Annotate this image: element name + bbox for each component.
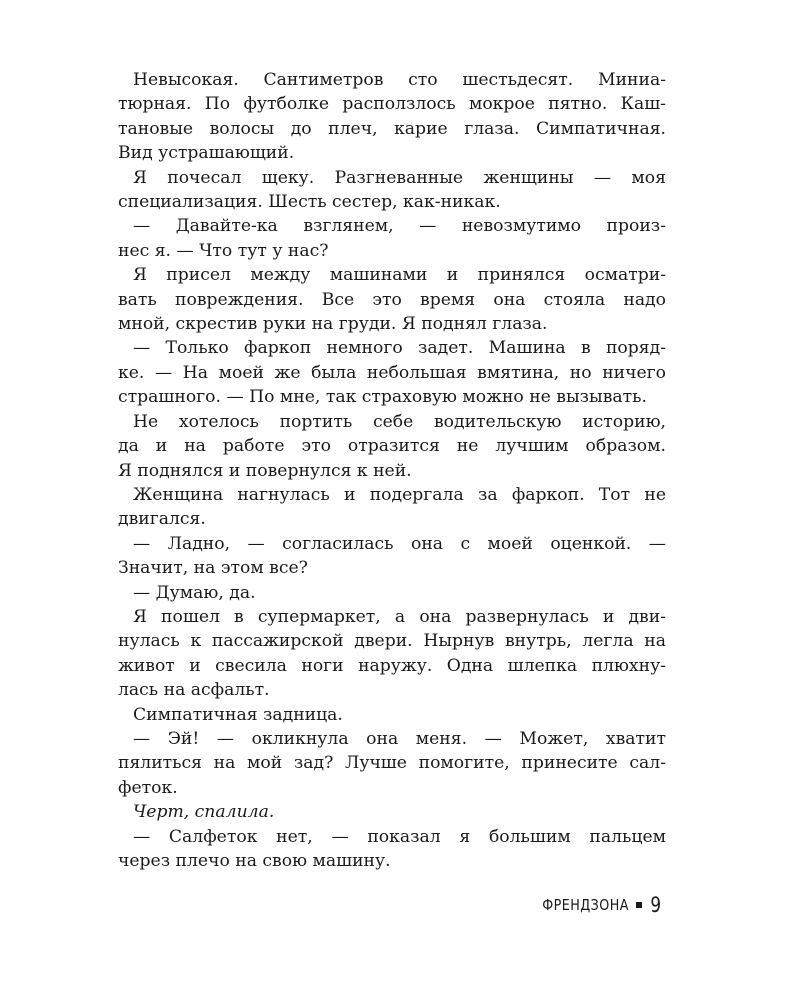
text-line: — Салфеток нет, — показал я большим пальцем xyxy=(133,826,666,847)
page-footer xyxy=(527,893,662,917)
text-line: живот и свесила ноги наружу. Одна шлепка плюхну- xyxy=(118,655,666,676)
text-line: Вид устрашающий. xyxy=(118,143,295,164)
text-line: Симпатичная задница. xyxy=(133,704,343,725)
paragraph xyxy=(118,581,666,605)
text-line: пялиться на мой зад? Лучше помогите, принесите сал- xyxy=(118,753,666,774)
body-text xyxy=(118,68,666,873)
paragraph xyxy=(118,703,666,727)
text-line: страшного. — По мне, так страховую можно не вызывать. xyxy=(118,387,647,408)
text-line: Черт, спалила. xyxy=(133,802,275,823)
paragraph xyxy=(118,532,666,581)
paragraph xyxy=(118,68,666,166)
text-line: — Давайте-ка взглянем, — невозмутимо произ- xyxy=(133,216,666,237)
text-line: — Только фаркоп немного задет. Машина в поряд- xyxy=(133,338,666,359)
text-line: Значит, на этом все? xyxy=(118,558,308,579)
page-number: 9 xyxy=(649,893,661,917)
paragraph xyxy=(118,166,666,215)
text-line: Я присел между машинами и принялся осматри- xyxy=(133,265,666,286)
text-line: двигался. xyxy=(118,509,206,530)
text-line: Я поднялся и повернулся к ней. xyxy=(118,460,412,481)
paragraph xyxy=(118,483,666,532)
text-line: мной, скрестив руки на груди. Я поднял глаза. xyxy=(118,314,548,335)
text-line: через плечо на свою машину. xyxy=(118,851,391,871)
text-line: — Думаю, да. xyxy=(133,582,256,603)
text-line: тановые волосы до плеч, карие глаза. Симпатичная. xyxy=(118,118,666,139)
text-line: — Эй! — окликнула она меня. — Может, хватит xyxy=(133,728,666,749)
text-line: да и на работе это отразится не лучшим образом. xyxy=(118,436,666,457)
text-line: специализация. Шесть сестер, как-никак. xyxy=(118,192,501,213)
text-line: ке. — На моей же была небольшая вмятина, но ничего xyxy=(118,362,666,383)
text-line: лась на асфальт. xyxy=(118,680,270,701)
text-line: — Ладно, — согласилась она с моей оценкой. — xyxy=(133,533,666,554)
text-line: Я пошел в супермаркет, а она развернулась и дви- xyxy=(133,606,666,627)
running-title: ФРЕНДЗОНА xyxy=(542,896,629,914)
paragraph xyxy=(118,410,666,483)
paragraph xyxy=(118,825,666,874)
text-line: Невысокая. Сантиметров сто шестьдесят. Миниа- xyxy=(133,70,666,90)
paragraph xyxy=(118,214,666,263)
paragraph xyxy=(118,727,666,800)
paragraph xyxy=(118,605,666,703)
text-line: нес я. — Что тут у нас? xyxy=(118,240,329,261)
text-line: феток. xyxy=(118,777,178,798)
text-line: нулась к пассажирской двери. Нырнув внутрь, легла на xyxy=(118,631,666,652)
text-line: Не хотелось портить себе водительскую историю, xyxy=(133,411,666,432)
paragraph xyxy=(118,336,666,409)
paragraph xyxy=(118,800,666,824)
text-line: тюрная. По футболке расползлось мокрое пятно. Каш- xyxy=(118,94,666,115)
text-line: вать повреждения. Все это время она стояла надо xyxy=(118,289,666,310)
footer-separator-icon xyxy=(636,902,642,908)
paragraph xyxy=(118,263,666,336)
text-line: Женщина нагнулась и подергала за фаркоп. Тот не xyxy=(133,484,666,505)
text-line: Я почесал щеку. Разгневанные женщины — моя xyxy=(133,167,666,188)
